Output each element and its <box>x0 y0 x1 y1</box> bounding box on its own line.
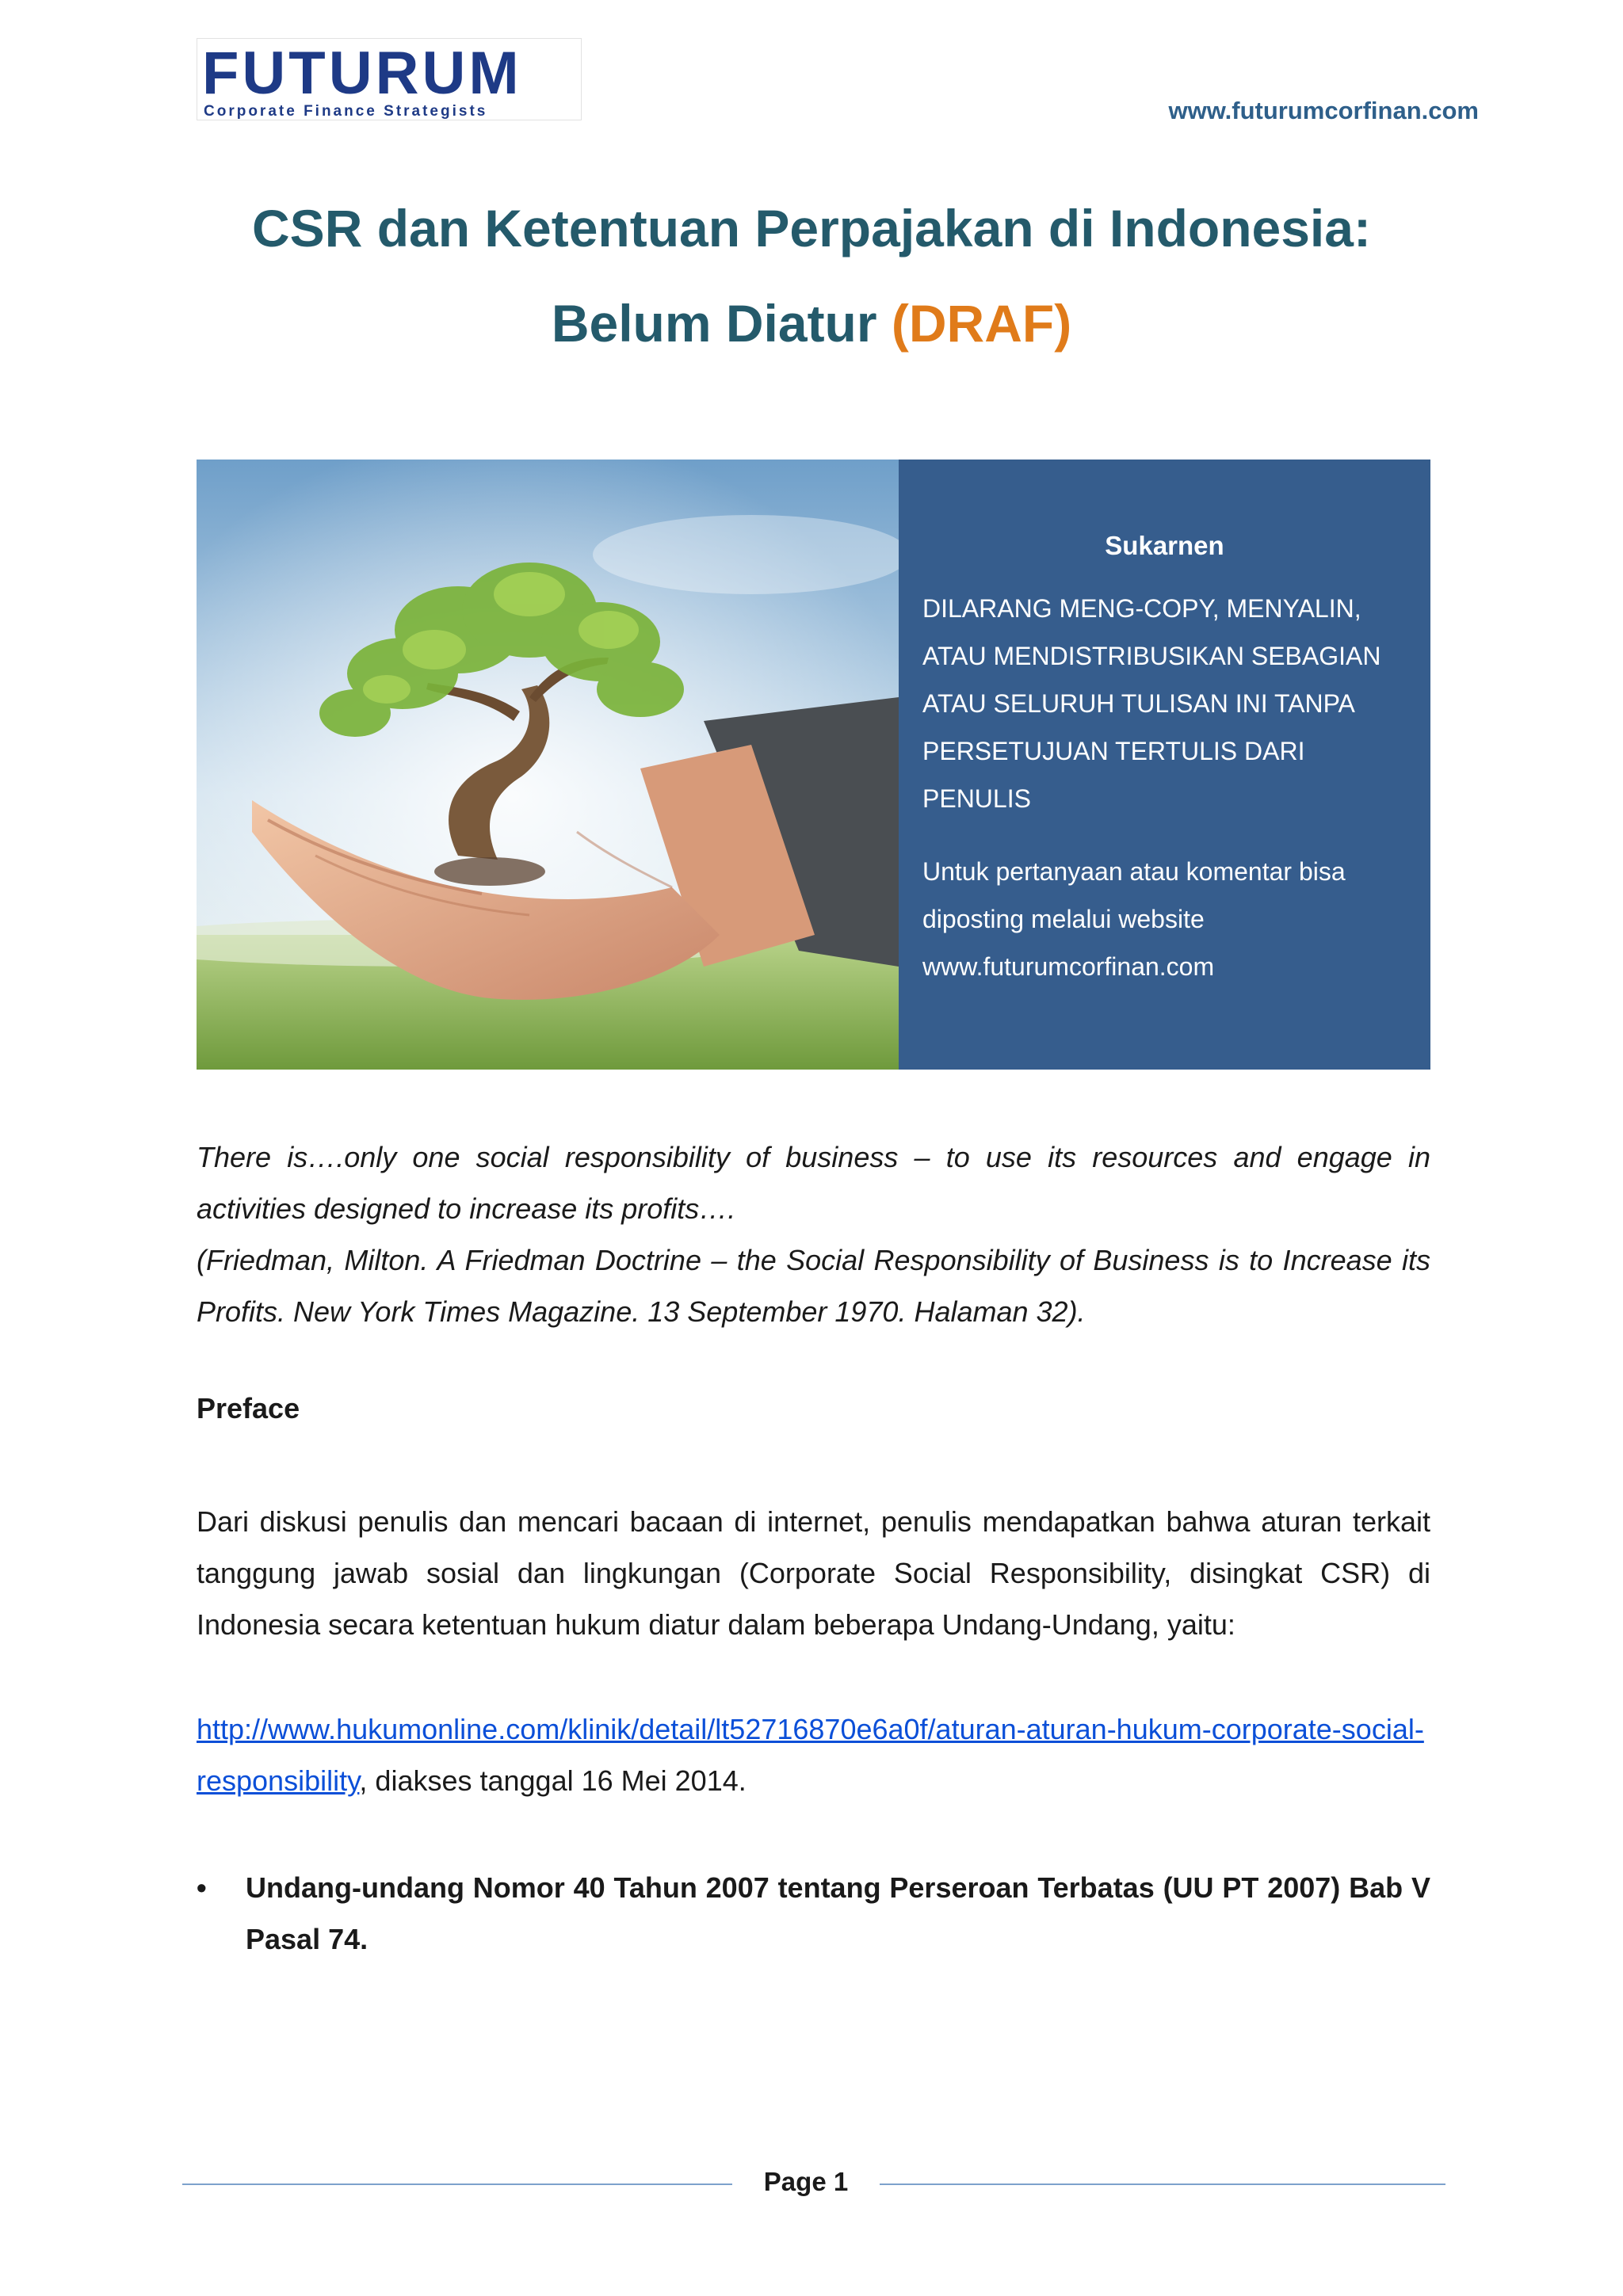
epigraph-quote <box>197 1131 1430 1337</box>
source-access-date: , diakses tanggal 16 Mei 2014. <box>359 1764 747 1797</box>
cover-image-hands-holding-tree <box>197 460 899 1070</box>
author-name: Sukarnen <box>1105 531 1224 560</box>
bullet-marker: • <box>197 1871 207 1904</box>
footer-rule-left <box>182 2183 732 2185</box>
source-link[interactable]: http://www.hukumonline.com/klinik/detail/lt52716870e6a0f/aturan-aturan-hukum-corporate-social-responsibility <box>197 1713 1424 1797</box>
author-copyright-panel <box>899 460 1430 1070</box>
quote-text: There is….only one social responsibility of business – to use its resources and engage in activities designed to increase its profits…. <box>197 1141 1430 1225</box>
quote-citation: (Friedman, Milton. A Friedman Doctrine – the Social Responsibility of Business is to Increase its Profits. New York Times Magazine. 13 September 1970. Halaman 32). <box>197 1244 1430 1328</box>
list-item-text: Undang-undang Nomor 40 Tahun 2007 tentang Perseroan Terbatas (UU PT 2007) Bab V Pasal 74. <box>246 1871 1430 1955</box>
document-title-line-1: CSR dan Ketentuan Perpajakan di Indonesia: <box>252 199 1371 257</box>
logo-wordmark: FUTURUM <box>202 40 522 107</box>
company-logo <box>197 38 582 120</box>
draft-label: (DRAF) <box>891 294 1072 353</box>
preface-paragraph: Dari diskusi penulis dan mencari bacaan di internet, penulis mendapatkan bahwa aturan terkait tanggung jawab sosial dan lingkungan (Corporate Social Responsibility, disingkat CSR) di Indonesia secara ketentuan hukum diatur dalam beberapa Undang-Undang, yaitu: <box>197 1505 1430 1641</box>
copyright-warning: DILARANG MENG-COPY, MENYALIN, ATAU MENDISTRIBUSIKAN SEBAGIAN ATAU SELURUH TULISAN INI TANPA PERSETUJUAN TERTULIS DARI PENULIS <box>922 594 1381 813</box>
footer-rule-right <box>880 2183 1445 2185</box>
title-main-text: Belum Diatur <box>551 294 892 353</box>
contact-note: Untuk pertanyaan atau komentar bisa diposting melalui website www.futurumcorfinan.com <box>922 857 1346 981</box>
header-website-url: www.futurumcorfinan.com <box>1168 97 1479 124</box>
page-number: Page 1 <box>763 2167 849 2196</box>
logo-tagline: Corporate Finance Strategists <box>204 103 488 120</box>
tree-in-hands-illustration <box>197 460 899 1070</box>
section-heading-preface: Preface <box>197 1392 300 1425</box>
document-title-line-2 <box>0 293 1623 353</box>
source-reference <box>197 1703 1430 1806</box>
